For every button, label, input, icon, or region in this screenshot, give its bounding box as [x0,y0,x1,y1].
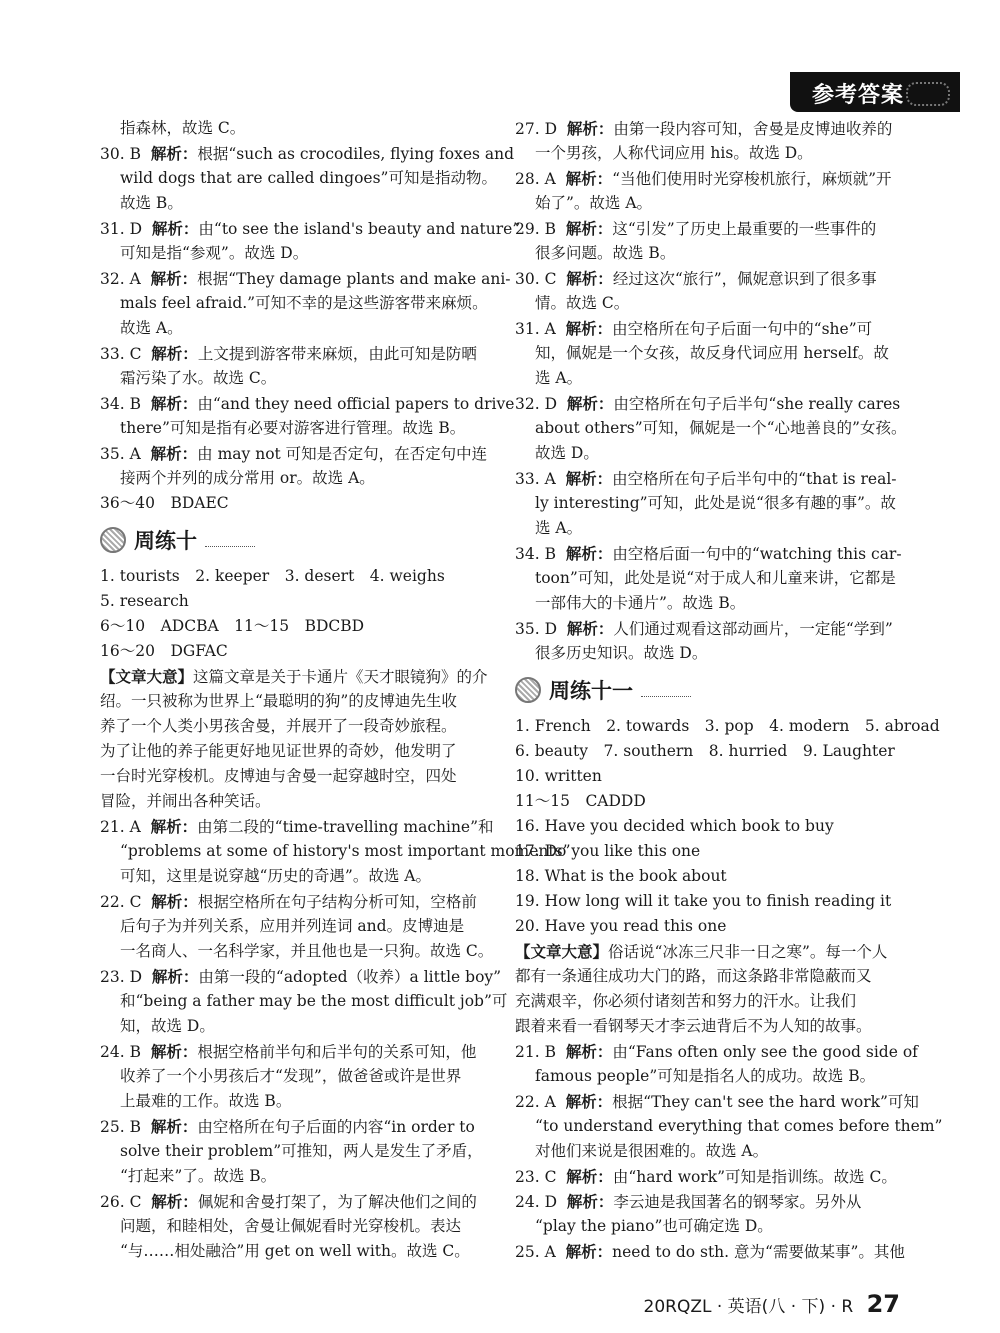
line-text: 36～40 BDAEC [100,494,229,512]
answer-line [100,964,502,989]
answer-line [515,641,895,666]
answer-line [515,441,895,466]
answer-line [100,689,480,714]
footer-series: 20RQZL · 英语(八 · 下) · R [643,1297,854,1317]
answer-line [515,1214,895,1239]
answer-line [515,366,895,391]
line-text: 由空格所在句子后半句中的“that is real- [612,470,897,488]
line-text: 问题，和睦相处，舍曼让佩妮看时光穿梭机。表达 [120,1217,462,1235]
answer-line [515,241,895,266]
explanation-label: 解析： [150,817,198,836]
line-text: 接两个并列的成分常用 or。故选 A。 [120,469,375,487]
explanation-label: 解析： [565,1042,613,1061]
line-text: 由第一段内容可知，舍曼是皮博迪收养的 [613,120,893,138]
answer-line [515,914,895,939]
answer-number: 31. A [515,320,556,338]
line-text: “与……相处融洽”用 get on well with。故选 C。 [120,1242,470,1260]
line-text: 根据空格前半句和后半句的关系可知，他 [197,1043,477,1061]
answer-line [515,1039,918,1064]
summary-tag: 【文章大意】 [515,942,609,961]
line-text: 由“hard work”可知是指训练。故选 C。 [612,1168,897,1186]
explanation-label: 解析： [566,1167,613,1186]
line-text: 始了”。故选 A。 [535,194,653,212]
line-text: 上文提到游客带来麻烦，由此可知是防晒 [197,345,477,363]
line-text: 由第二段的“time-travelling machine”和 [197,818,494,836]
answer-line [515,316,895,341]
answer-line [100,316,480,341]
answer-line [515,516,895,541]
explanation-label: 解析： [565,1242,613,1261]
answer-line [100,1214,480,1239]
answer-line [515,291,895,316]
answer-line [515,1114,943,1139]
line-text: 可知，这里是说穿越“历史的奇遇”。故选 A。 [120,867,431,885]
answer-number: 26. C [100,1193,142,1211]
line-text: 很多历史知识。故选 D。 [535,644,708,662]
answer-line [515,939,895,964]
answer-number: 30. C [515,270,557,288]
answer-line [515,1139,895,1164]
line-text: 6～10 ADCBA 11～15 BDCBD [100,617,365,635]
answer-line [100,191,480,216]
answer-line [100,1089,480,1114]
answer-line [515,1014,895,1039]
answer-number: 25. A [515,1243,556,1261]
explanation-label: 解析： [150,394,198,413]
explanation-label: 解析： [151,344,198,363]
answer-line [515,964,895,989]
line-text: 一台时光穿梭机。皮博迪与舍曼一起穿越时空，四处 [100,767,457,785]
answer-line [515,591,895,616]
answer-line [100,839,571,864]
line-text: 6. beauty 7. southern 8. hurried 9. Laughter [515,742,895,760]
explanation-label: 解析： [565,169,613,188]
answer-line [515,391,901,416]
header-title: 参考答案 [812,83,905,108]
explanation-label: 解析： [150,444,198,463]
explanation-label: 解析： [150,144,198,163]
line-text: 1. tourists 2. keeper 3. desert 4. weighs [100,567,445,585]
answer-line [100,589,480,614]
answer-number: 21. A [100,818,141,836]
line-text: mals feel afraid.”可知不幸的是这些游客带来麻烦。 [120,294,488,312]
line-text: 由第一段的“adopted（收养）a little boy” [198,968,502,986]
heading-underline [205,546,255,547]
line-text: “problems at some of history's most important moments” [120,842,571,860]
line-text: “当他们使用时光穿梭机旅行，麻烦就”开 [612,170,892,188]
answer-line [100,291,488,316]
answer-line [100,1039,480,1064]
line-text: about others”可知，佩妮是一个“心地善良的”女孩。 [535,419,907,437]
answer-line [100,441,488,466]
answer-line [515,341,895,366]
answer-number: 33. A [515,470,556,488]
line-text: “打起来”了。故选 B。 [120,1167,277,1185]
answer-line [515,989,895,1014]
answer-line [515,789,895,814]
line-text: 10. written [515,767,602,785]
answer-line [100,614,480,639]
line-text: 这“引发”了历史上最重要的一些事件的 [612,220,877,238]
answer-number: 32. A [100,270,141,288]
answer-line [100,789,480,814]
answer-line [100,564,480,589]
line-text: 跟着来看一看钢琴天才李云迪背后不为人知的故事。 [515,1017,872,1035]
explanation-label: 解析： [151,1192,198,1211]
explanation-label: 解析： [151,967,199,986]
answer-line [515,864,895,889]
answer-number: 33. C [100,345,142,363]
answer-line [515,1189,895,1214]
answer-number: 30. B [100,145,141,163]
line-text: 由空格所在句子后面的内容“in order to [197,1118,475,1136]
answer-line [515,141,895,166]
line-text: 上最难的工作。故选 B。 [120,1092,292,1110]
answer-number: 24. B [100,1043,141,1061]
answer-line [515,541,902,566]
explanation-label: 解析： [565,544,613,563]
line-text: 和“being a father may be the most difficult job”可 [120,992,508,1010]
line-text: 一名商人、一名科学家，并且他也是一只狗。故选 C。 [120,942,494,960]
answer-line [100,764,480,789]
answer-line [100,939,494,964]
explanation-label: 解析： [150,1117,198,1136]
line-text: 选 A。 [535,369,583,387]
answer-line [100,1114,480,1139]
line-text: 知，故选 D。 [120,1017,215,1035]
line-text: ly interesting”可知，此处是说“很多有趣的事”。故 [535,494,896,512]
line-text: 故选 D。 [535,444,599,462]
answer-line [100,739,480,764]
line-text: 根据“such as crocodiles, flying foxes and [197,145,515,163]
week-badge-icon [515,677,541,703]
line-text: 由“to see the island's beauty and nature” [198,220,521,238]
explanation-label: 解析： [565,469,613,488]
answer-line [515,1239,905,1264]
line-text: 11～15 CADDD [515,792,646,810]
answer-line [515,1089,919,1114]
answer-line [515,1164,895,1189]
line-text: 一部伟大的卡通片”。故选 B。 [535,594,746,612]
answer-line [515,191,895,216]
line-text: need to do sth. 意为“需要做某事”。其他 [612,1243,905,1261]
line-text: solve their problem”可推知，两人是发生了矛盾， [120,1142,483,1160]
line-text: 养了一个人类小男孩舍曼，并展开了一段奇妙旅程。 [100,717,457,735]
answer-line [100,714,480,739]
answer-line [100,914,480,939]
line-text: 收养了一个小男孩后才“发现”，做爸爸或许是世界 [120,1067,462,1085]
answer-line [100,1014,480,1039]
line-text: 由 may not 可知是否定句，在否定句中连 [197,445,488,463]
answer-number: 32. D [515,395,558,413]
heading-underline [641,696,691,697]
answer-line [515,216,895,241]
decorative-dots-icon [906,82,950,106]
line-text: 这篇文章是关于卡通片《天才眼镜狗》的介 [193,668,488,686]
answer-number: 34. B [515,545,556,563]
week-badge-icon [100,527,126,553]
line-text: 选 A。 [535,519,583,537]
line-text: 后句子为并列关系，应用并列连词 and。皮博迪是 [120,917,465,935]
line-text: 根据“They damage plants and make ani- [197,270,511,288]
line-text: 根据空格所在句子结构分析可知，空格前 [197,893,477,911]
line-text: 由空格所在句子后面一句中的“she”可 [612,320,873,338]
line-text: 经过这次“旅行”，佩妮意识到了很多事 [612,270,877,288]
explanation-label: 解析： [150,1042,198,1061]
answer-line [515,416,907,441]
answer-line [100,864,480,889]
line-text: 可知是指“参观”。故选 D。 [120,244,309,262]
answer-line [515,889,895,914]
line-text: there”可知是指有必要对游客进行管理。故选 B。 [120,419,466,437]
answer-number: 27. D [515,120,558,138]
answer-line [100,166,497,191]
line-text: famous people”可知是指名人的成功。故选 B。 [535,1067,876,1085]
answer-line [515,739,895,764]
line-text: 一个男孩，人称代词应用 his。故选 D。 [535,144,813,162]
page-number: 27 [866,1290,900,1318]
answer-line [515,814,895,839]
answer-line [100,466,480,491]
line-text: 19. How long will it take you to finish reading it [515,892,892,910]
summary-tag: 【文章大意】 [100,667,194,686]
explanation-label: 解析： [566,619,614,638]
explanation-label: 解析： [151,219,199,238]
answer-number: 22. A [515,1093,556,1111]
answer-number: 34. B [100,395,141,413]
line-text: 充满艰辛，你必须付诸刻苦和努力的汗水。让我们 [515,992,857,1010]
answer-line [100,141,515,166]
page-footer [644,1290,900,1318]
line-text: 指森林，故选 C。 [120,119,246,137]
explanation-label: 解析： [565,219,613,238]
line-text: 16～20 DGFAC [100,642,228,660]
explanation-label: 解析： [566,119,614,138]
answer-line [100,1139,483,1164]
answer-line [100,639,480,664]
answer-line [100,1189,480,1214]
explanation-label: 解析： [151,892,198,911]
answer-line [100,341,480,366]
answer-number: 25. B [100,1118,141,1136]
line-text: 为了让他的养子能更好地见证世界的奇妙，他发明了 [100,742,457,760]
line-text: 5. research [100,592,189,610]
line-text: 俗话说“冰冻三尺非一日之寒”。每一个人 [608,943,888,961]
answer-line [100,391,515,416]
line-text: wild dogs that are called dingoes”可知是指动物。 [120,169,497,187]
answer-line [515,839,895,864]
answer-line [100,266,511,291]
answer-line [515,166,895,191]
explanation-label: 解析： [566,269,613,288]
line-text: 很多问题。故选 B。 [535,244,676,262]
answer-line [100,241,480,266]
week-title: 周练十一 [549,679,633,703]
answer-line [100,491,480,516]
line-text: 由“and they need official papers to drive [197,395,515,413]
line-text: 由“Fans often only see the good side of [612,1043,918,1061]
line-text: 18. What is the book about [515,867,727,885]
answer-line [515,466,895,491]
answer-line [100,989,508,1014]
line-text: 由空格所在句子后半句“she really cares [613,395,901,413]
answer-number: 23. D [100,968,143,986]
answer-line [100,1164,480,1189]
explanation-label: 解析： [565,319,613,338]
line-text: 霜污染了水。故选 C。 [120,369,277,387]
answer-line [515,714,940,739]
week-section-heading [515,668,895,712]
line-text: 故选 A。 [120,319,183,337]
answer-number: 31. D [100,220,143,238]
right-column [515,116,943,1264]
answer-line [100,814,494,839]
line-text: 根据“They can't see the hard work”可知 [612,1093,919,1111]
line-text: 人们通过观看这部动画片，一定能“学到” [613,620,893,638]
answer-number: 35. A [100,445,141,463]
line-text: 1. French 2. towards 3. pop 4. modern 5. abroad [515,717,940,735]
line-text: 绍。一只被称为世界上“最聪明的狗”的皮博迪先生收 [100,692,457,710]
answer-number: 23. C [515,1168,557,1186]
answer-line [515,566,895,591]
answer-line [100,366,480,391]
week-section-heading [100,518,480,562]
line-text: “play the piano”也可确定选 D。 [535,1217,773,1235]
line-text: 情。故选 C。 [535,294,630,312]
line-text: toon”可知，此处是说“对于成人和儿童来讲，它都是 [535,569,896,587]
answer-line [100,216,521,241]
answer-number: 24. D [515,1193,558,1211]
answer-number: 21. B [515,1043,556,1061]
answer-number: 22. C [100,893,142,911]
answer-line [515,266,895,291]
line-text: 20. Have you read this one [515,917,727,935]
answer-line [100,116,480,141]
answer-number: 29. B [515,220,556,238]
line-text: 故选 B。 [120,194,183,212]
line-text: “to understand everything that comes before them” [535,1117,943,1135]
answer-line [100,889,480,914]
line-text: 佩妮和舍曼打架了，为了解决他们之间的 [197,1193,477,1211]
answer-line [515,116,895,141]
explanation-label: 解析： [566,394,614,413]
line-text: 知，佩妮是一个女孩，故反身代词应用 herself。故 [535,344,889,362]
answer-line [515,1064,895,1089]
answer-key-header [790,72,960,112]
answer-number: 35. D [515,620,558,638]
answer-line [100,416,480,441]
answer-line [100,1239,480,1264]
line-text: 李云迪是我国著名的钢琴家。另外从 [613,1193,862,1211]
answer-line [515,616,895,641]
line-text: 对他们来说是很困难的。故选 A。 [535,1142,769,1160]
explanation-label: 解析： [150,269,198,288]
line-text: 都有一条通往成功大门的路，而这条路非常隐蔽而又 [515,967,872,985]
line-text: 由空格后面一句中的“watching this car- [612,545,902,563]
answer-line [100,1064,480,1089]
explanation-label: 解析： [566,1192,614,1211]
line-text: 冒险，并闹出各种笑话。 [100,792,271,810]
answer-line [515,764,895,789]
line-text: 17. Do you like this one [515,842,701,860]
answer-number: 28. A [515,170,556,188]
answer-line [515,491,895,516]
week-title: 周练十 [134,529,197,553]
line-text: 16. Have you decided which book to buy [515,817,834,835]
answer-line [100,664,488,689]
explanation-label: 解析： [565,1092,613,1111]
